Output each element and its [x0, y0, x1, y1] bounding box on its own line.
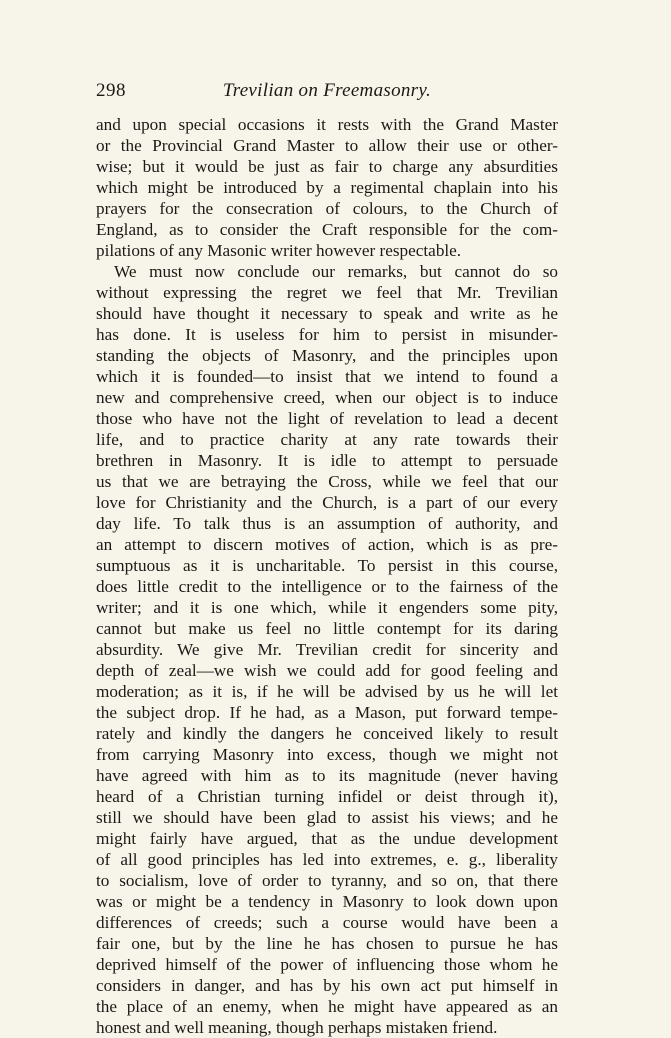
text-line: differences of creeds; such a course would have been a	[96, 913, 558, 932]
text-line: deprived himself of the power of influencing those whom he	[96, 955, 558, 974]
text-line: those who have not the light of revelation to lead a decent	[96, 409, 558, 428]
text-line: pilations of any Masonic writer however respectable.	[96, 241, 462, 260]
text-line: and upon special occasions it rests with the Grand Master	[96, 115, 558, 134]
body-text	[96, 114, 558, 1038]
text-line: has done. It is useless for him to persist in misunder-	[96, 325, 558, 344]
text-line: which it is founded—to insist that we intend to found a	[96, 367, 558, 386]
text-line: does little credit to the intelligence or to the fairness of the	[96, 577, 558, 596]
text-line: moderation; as it is, if he will be advised by us he will let	[96, 682, 558, 701]
text-line: considers in danger, and has by his own act put himself in	[96, 976, 558, 995]
text-line: still we should have been glad to assist his views; and he	[96, 808, 558, 827]
text-line: of all good principles has led into extremes, e. g., liberality	[96, 850, 558, 869]
text-line: sumptuous as it is uncharitable. To persist in this course,	[96, 556, 558, 575]
text-line: wise; but it would be just as fair to charge any absurdities	[96, 157, 558, 176]
text-line: absurdity. We give Mr. Trevilian credit for sincerity and	[96, 640, 558, 659]
text-line: or the Provincial Grand Master to allow their use or other-	[96, 136, 558, 155]
text-line: the subject drop. If he had, as a Mason, put forward tempe-	[96, 703, 558, 722]
text-line: England, as to consider the Craft responsible for the com-	[96, 220, 558, 239]
text-line: depth of zeal—we wish we could add for good feeling and	[96, 661, 558, 680]
text-line: from carrying Masonry into excess, though we might not	[96, 745, 558, 764]
text-line: which might be introduced by a regimental chaplain into his	[96, 178, 558, 197]
page-number: 298	[96, 80, 126, 101]
text-line: We must now conclude our remarks, but cannot do so	[114, 262, 558, 281]
text-line: life, and to practice charity at any rate towards their	[96, 430, 558, 449]
text-line: new and comprehensive creed, when our object is to induce	[96, 388, 558, 407]
text-line: might fairly have argued, that as the undue development	[96, 829, 558, 848]
text-line: day life. To talk thus is an assumption of authority, and	[96, 514, 558, 533]
text-line: cannot but make us feel no little contempt for its daring	[96, 619, 558, 638]
text-line: the place of an enemy, when he might have appeared as an	[96, 997, 558, 1016]
text-line: standing the objects of Masonry, and the principles upon	[96, 346, 558, 365]
text-line: heard of a Christian turning infidel or deist through it),	[96, 787, 558, 806]
text-line: to socialism, love of order to tyranny, and so on, that there	[96, 871, 558, 890]
text-line: rately and kindly the dangers he conceived likely to result	[96, 724, 558, 743]
text-line: an attempt to discern motives of action, which is as pre-	[96, 535, 558, 554]
text-line: have agreed with him as to its magnitude (never having	[96, 766, 558, 785]
text-line: us that we are betraying the Cross, while we feel that our	[96, 472, 558, 491]
text-line: without expressing the regret we feel that Mr. Trevilian	[96, 283, 558, 302]
text-line: should have thought it necessary to speak and write as he	[96, 304, 558, 323]
text-line: prayers for the consecration of colours, to the Church of	[96, 199, 558, 218]
text-line: honest and well meaning, though perhaps mistaken friend.	[96, 1018, 498, 1037]
text-line: love for Christianity and the Church, is a part of our every	[96, 493, 558, 512]
text-line: writer; and it is one which, while it engenders some pity,	[96, 598, 558, 617]
text-line: fair one, but by the line he has chosen to pursue he has	[96, 934, 558, 953]
running-title: Trevilian on Freemasonry.	[222, 80, 432, 101]
text-line: brethren in Masonry. It is idle to attempt to persuade	[96, 451, 558, 470]
page-header	[96, 80, 558, 108]
text-line: was or might be a tendency in Masonry to look down upon	[96, 892, 558, 911]
